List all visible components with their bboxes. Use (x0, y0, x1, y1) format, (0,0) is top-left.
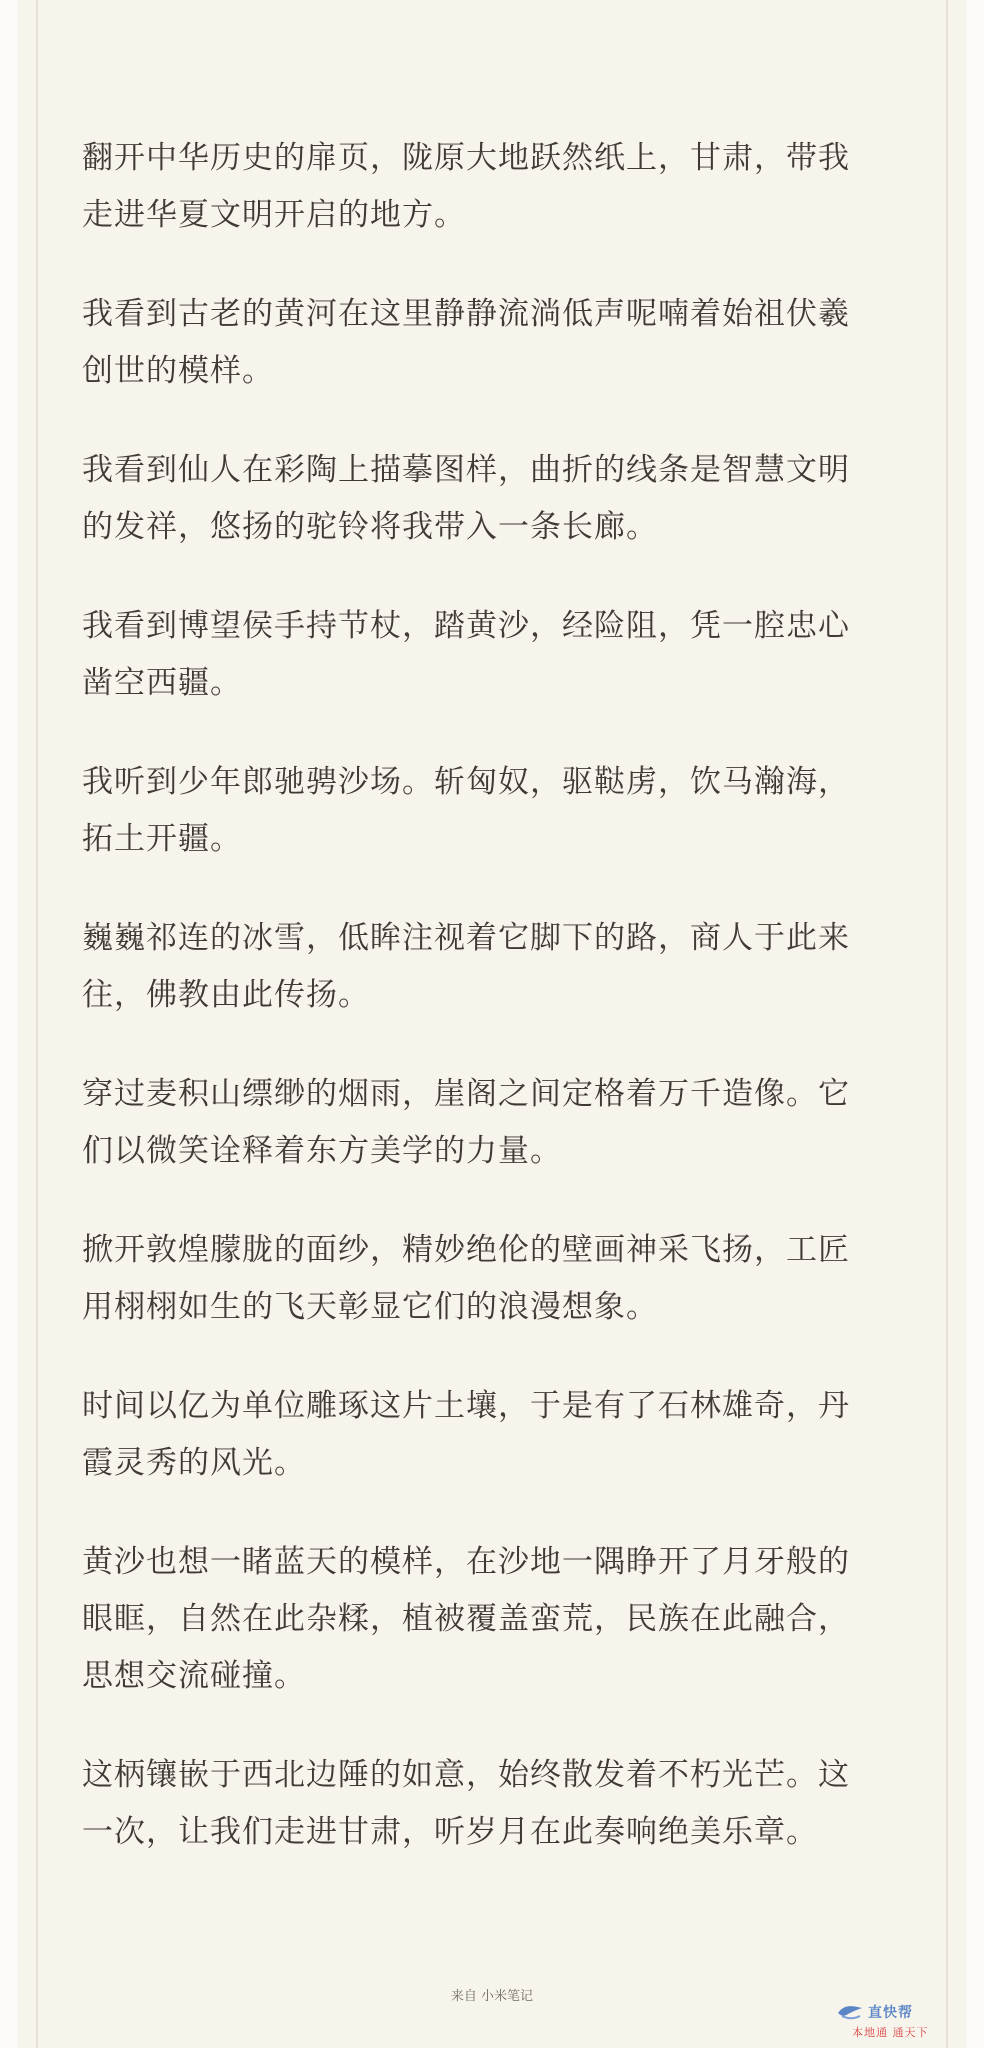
page-border-left (36, 0, 38, 2048)
paragraph: 掀开敦煌朦胧的面纱，精妙绝伦的壁画神采飞扬，工匠 用栩栩如生的飞天彰显它们的浪漫想象。 (82, 1232, 850, 1325)
paragraph: 我听到少年郎驰骋沙场。斩匈奴，驱鞑虏，饮马瀚海， 拓土开疆。 (82, 764, 850, 857)
paragraph: 这柄镶嵌于西北边陲的如意，始终散发着不朽光芒。这 一次，让我们走进甘肃，听岁月在此奏响绝美乐章。 (82, 1757, 850, 1850)
source-footer: 来自 小米笔记 (450, 1989, 534, 2004)
bird-logo-icon (836, 2004, 864, 2022)
paragraph: 黄沙也想一睹蓝天的模样，在沙地一隅睁开了月牙般的 眼眶，自然在此杂糅，植被覆盖蛮荒，民族在此融合， 思想交流碰撞。 (82, 1544, 850, 1694)
note-body (82, 130, 942, 1903)
watermark-title: 直快帮 (868, 2005, 913, 2021)
paragraph: 时间以亿为单位雕琢这片土壤，于是有了石林雄奇，丹 霞灵秀的风光。 (82, 1388, 850, 1481)
paragraph: 我看到古老的黄河在这里静静流淌低声呢喃着始祖伏羲 创世的模样。 (82, 296, 850, 389)
watermark-subtitle: 本地通 通天下 (852, 2026, 929, 2039)
page-border-right (946, 0, 948, 2048)
paragraph: 我看到仙人在彩陶上描摹图样，曲折的线条是智慧文明 的发祥，悠扬的驼铃将我带入一条长廊。 (82, 452, 850, 545)
paragraph: 穿过麦积山缥缈的烟雨，崖阁之间定格着万千造像。它 们以微笑诠释着东方美学的力量。 (82, 1076, 850, 1169)
watermark (836, 2000, 946, 2044)
paragraph: 巍巍祁连的冰雪，低眸注视着它脚下的路，商人于此来 往，佛教由此传扬。 (82, 920, 850, 1013)
paragraph: 我看到博望侯手持节杖，踏黄沙，经险阻，凭一腔忠心 凿空西疆。 (82, 608, 850, 701)
paragraph: 翻开中华历史的扉页，陇原大地跃然纸上，甘肃，带我 走进华夏文明开启的地方。 (82, 140, 850, 233)
